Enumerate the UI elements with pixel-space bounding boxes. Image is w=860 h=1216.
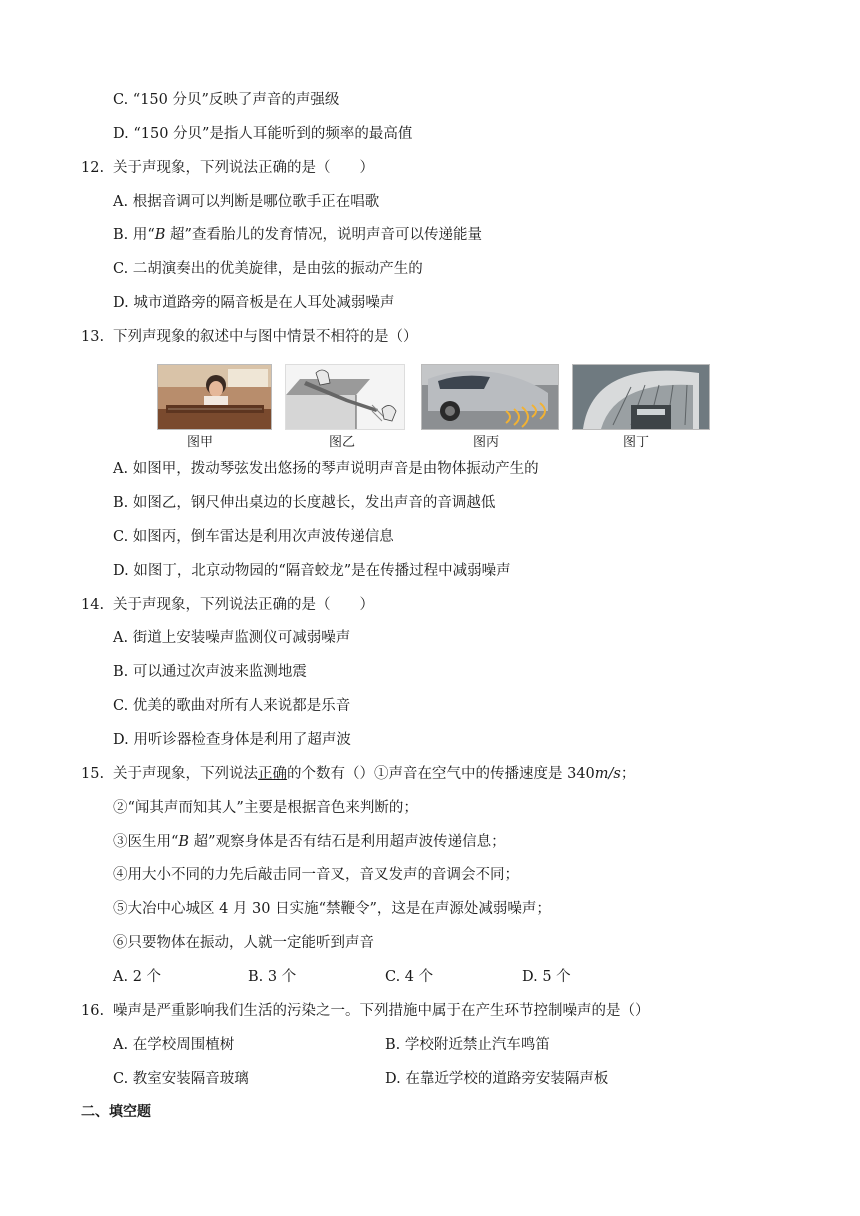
figure-yi-ruler-drawing <box>285 364 405 430</box>
q12-option-b <box>113 225 482 245</box>
text: 超”观察身体是否有结石是利用超声波传递信息； <box>189 834 506 850</box>
unit: m/s <box>594 766 621 782</box>
q13-option-a: A. 如图甲，拨动琴弦发出悠扬的琴声说明声音是由物体振动产生的 <box>113 461 539 477</box>
text: ； <box>620 766 636 782</box>
q14-option-d: D. 用听诊器检查身体是利用了超声波 <box>113 732 351 748</box>
q13-option-c: C. 如图丙，倒车雷达是利用次声波传递信息 <box>113 529 394 545</box>
q15-statement-5: ⑤大冶中心城区 4 月 30 日实施“禁鞭令”，这是在声源处减弱噪声； <box>113 901 551 917</box>
figure-jia-caption: 图甲 <box>187 435 214 450</box>
q15-statement-3 <box>113 832 506 852</box>
q15-option-a: A. 2 个 <box>113 969 162 985</box>
figure-jia-guzheng-photo <box>157 364 272 430</box>
question-text: 关于声现象，下列说法正确的是（ ） <box>113 160 374 176</box>
car-radar-image <box>422 365 558 429</box>
q14-option-a: A. 街道上安装噪声监测仪可减弱噪声 <box>113 630 351 646</box>
figure-ding-caption: 图丁 <box>623 435 650 450</box>
q15-statement-4: ④用大小不同的力先后敲击同一音叉，音叉发声的音调会不同； <box>113 867 519 883</box>
figure-yi-caption: 图乙 <box>329 435 356 450</box>
figure-bing-car-radar-photo <box>421 364 559 430</box>
text: 的个数有（）①声音在空气中的传播速度是 340 <box>287 766 595 782</box>
question-text: 下列声现象的叙述中与图中情景不相符的是（） <box>113 329 418 345</box>
q15-option-b: B. 3 个 <box>248 969 297 985</box>
text: B. 用“ <box>113 227 155 243</box>
italic-letter: B <box>178 834 190 850</box>
q11-option-d: D. “150 分贝”是指人耳能听到的频率的最高值 <box>113 126 413 142</box>
q12-option-d: D. 城市道路旁的隔音板是在人耳处减弱噪声 <box>113 295 395 311</box>
q15-option-c: C. 4 个 <box>385 969 434 985</box>
q12-option-a: A. 根据音调可以判断是哪位歌手正在唱歌 <box>113 194 380 210</box>
underlined-text: 正确 <box>258 766 287 782</box>
q16-option-d: D. 在靠近学校的道路旁安装隔声板 <box>385 1071 609 1087</box>
question-number: 13. <box>81 329 105 345</box>
q13-stem <box>81 327 418 347</box>
question-number: 15. <box>81 766 105 782</box>
q12-stem <box>81 158 374 178</box>
q15-stem <box>81 764 635 784</box>
noise-barrier-image <box>573 365 709 429</box>
q14-stem <box>81 595 374 615</box>
question-text: 噪声是严重影响我们生活的污染之一。下列措施中属于在产生环节控制噪声的是（） <box>113 1003 650 1019</box>
ruler-image <box>286 365 404 429</box>
question-number: 14. <box>81 597 105 613</box>
q13-option-d: D. 如图丁，北京动物园的“隔音蛟龙”是在传播过程中减弱噪声 <box>113 563 511 579</box>
q12-option-c: C. 二胡演奏出的优美旋律，是由弦的振动产生的 <box>113 261 423 277</box>
question-text: 关于声现象，下列说法正确的是（ ） <box>113 597 374 613</box>
question-number: 12. <box>81 160 105 176</box>
q11-option-c: C. “150 分贝”反映了声音的声强级 <box>113 92 340 108</box>
q15-statement-2: ②“闻其声而知其人”主要是根据音色来判断的； <box>113 800 418 816</box>
q16-option-b: B. 学校附近禁止汽车鸣笛 <box>385 1037 550 1053</box>
q16-option-c: C. 教室安装隔音玻璃 <box>113 1071 249 1087</box>
section-heading-fill-in: 二、填空题 <box>81 1104 151 1120</box>
figure-ding-noise-barrier-photo <box>572 364 710 430</box>
italic-letter: B <box>154 227 166 243</box>
q16-option-a: A. 在学校周围植树 <box>113 1037 235 1053</box>
question-number: 16. <box>81 1003 105 1019</box>
q14-option-b: B. 可以通过次声波来监测地震 <box>113 664 307 680</box>
q16-stem <box>81 1001 650 1021</box>
text: 超”查看胎儿的发育情况，说明声音可以传递能量 <box>165 227 482 243</box>
q13-option-b: B. 如图乙，钢尺伸出桌边的长度越长，发出声音的音调越低 <box>113 495 496 511</box>
q15-statement-6: ⑥只要物体在振动，人就一定能听到声音 <box>113 935 374 951</box>
text: ③医生用“ <box>113 834 179 850</box>
guzheng-image <box>158 365 271 429</box>
text: 关于声现象，下列说法 <box>113 766 258 782</box>
q15-option-d: D. 5 个 <box>522 969 571 985</box>
q14-option-c: C. 优美的歌曲对所有人来说都是乐音 <box>113 698 351 714</box>
figure-bing-caption: 图丙 <box>473 435 500 450</box>
